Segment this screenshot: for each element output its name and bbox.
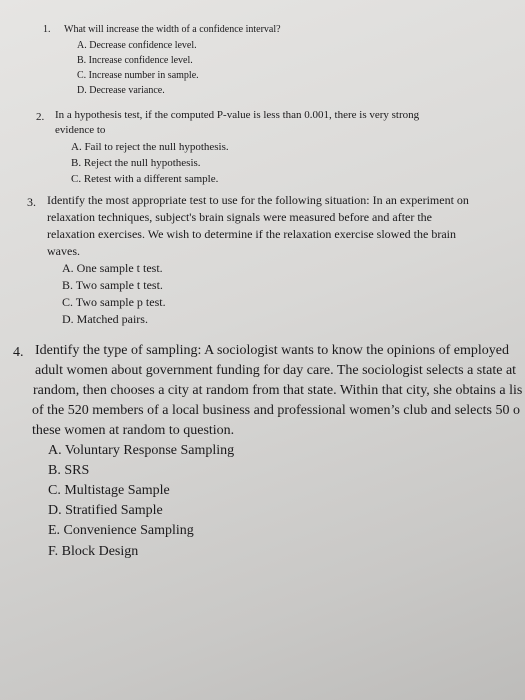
question-3-text-line-3: relaxation exercises. We wish to determine if the relaxation exercise slowed the brain: [47, 227, 456, 241]
question-3-text-line-4: waves.: [47, 244, 80, 258]
question-1-option-d: D. Decrease variance.: [77, 85, 165, 96]
question-4-text-line-5: these women at random to question.: [32, 423, 235, 438]
question-4-option-c: C. Multistage Sample: [48, 483, 170, 498]
question-4-option-f: F. Block Design: [48, 544, 139, 559]
question-2-number: 2.: [36, 111, 45, 123]
question-3-option-b: B. Two sample t test.: [62, 278, 163, 292]
question-4-option-b: B. SRS: [48, 463, 90, 478]
question-1-option-b: B. Increase confidence level.: [77, 55, 193, 66]
question-4-option-d: D. Stratified Sample: [48, 503, 163, 518]
question-2-option-a: A. Fail to reject the null hypothesis.: [71, 141, 229, 153]
question-3-number: 3.: [27, 195, 36, 209]
question-3-option-c: C. Two sample p test.: [62, 295, 166, 309]
question-2-text-line-2: evidence to: [55, 124, 106, 136]
question-4-text-line-1: Identify the type of sampling: A sociologist wants to know the opinions of employed: [35, 343, 510, 358]
question-3-text-line-2: relaxation techniques, subject's brain signals were measured before and after the: [47, 210, 433, 224]
question-1-number: 1.: [43, 24, 51, 35]
question-1-option-c: C. Increase number in sample.: [77, 70, 199, 81]
question-2-option-c: C. Retest with a different sample.: [71, 173, 219, 185]
question-4-text-line-4: of the 520 members of a local business and professional women’s club and selects 50 o: [32, 403, 520, 418]
question-4-number: 4.: [13, 345, 24, 360]
question-1-option-a: A. Decrease confidence level.: [77, 40, 197, 51]
question-2-option-b: B. Reject the null hypothesis.: [71, 157, 201, 169]
question-3-option-d: D. Matched pairs.: [62, 312, 148, 326]
question-4-option-a: A. Voluntary Response Sampling: [48, 443, 235, 458]
question-3-option-a: A. One sample t test.: [62, 261, 163, 275]
question-4-option-e: E. Convenience Sampling: [48, 523, 194, 538]
question-4-text-line-3: random, then chooses a city at random from that state. Within that city, she obtains a lis: [33, 383, 523, 398]
question-1-text-line-1: What will increase the width of a confidence interval?: [64, 24, 281, 35]
question-3-text-line-1: Identify the most appropriate test to use for the following situation: In an experiment on: [47, 193, 469, 207]
question-2-text-line-1: In a hypothesis test, if the computed P-value is less than 0.001, there is very strong: [55, 109, 420, 121]
question-4-text-line-2: adult women about government funding for day care. The sociologist selects a state at: [35, 363, 517, 378]
